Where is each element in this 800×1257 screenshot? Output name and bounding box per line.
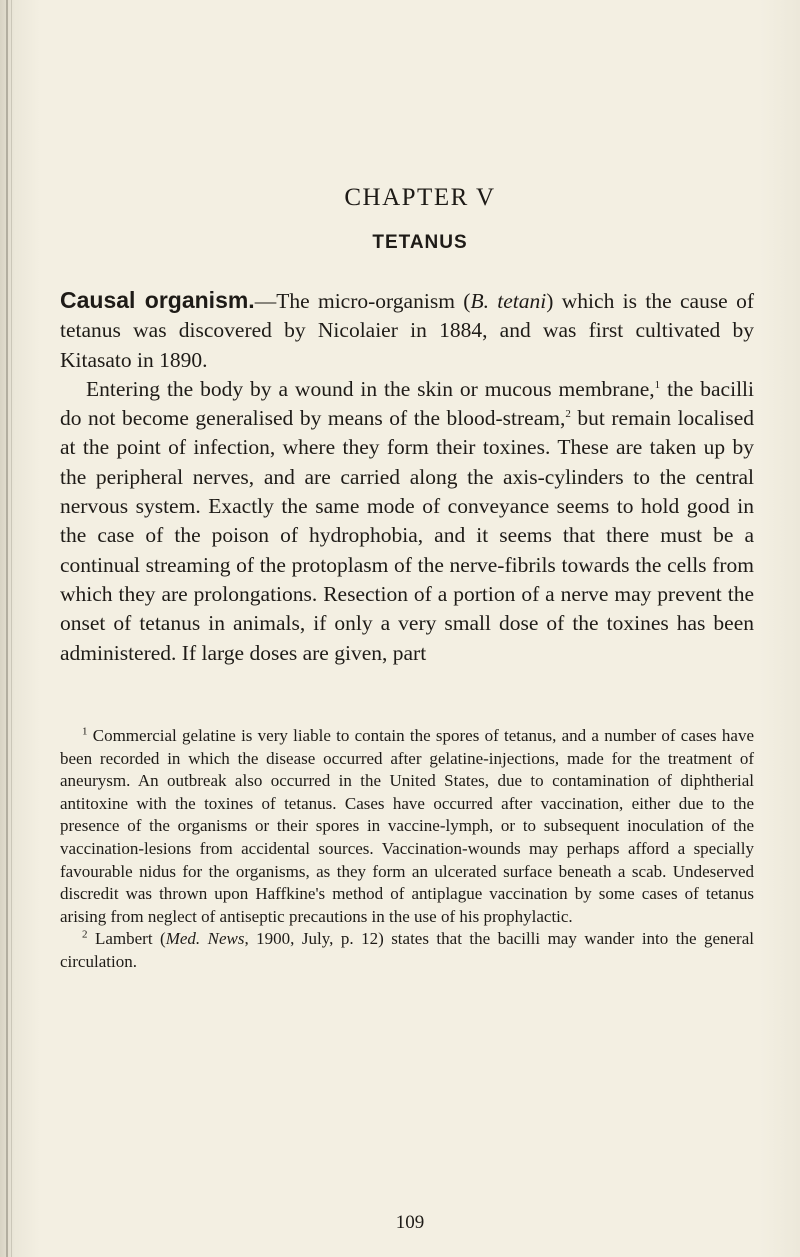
main-text xyxy=(60,286,754,668)
page-number: 109 xyxy=(395,1212,425,1233)
footnote-1-mark: 1 xyxy=(82,725,88,738)
chapter-heading: CHAPTER V xyxy=(344,184,496,211)
paragraph-2: Entering the body by a wound in the skin or mucous membrane,$^1$ the bacilli do not become generalised by means of the blood-stream,$^2$ but remain localised at the point of infection, where they form their toxines. These are taken up by the peripheral nerves, and are carried along the axis-cylinders to the central nervous system. Exactly the same mode of conveyance seems to hold good in the case of the poison of hydrophobia, and it seems that there must be a continual streaming of the protoplasm of the nerve-fibrils towards the cells from which they are prolongations. Resection of a portion of a nerve may prevent the onset of tetanus in animals, if only a very small dose of the toxines has been administered. If large doses are given, part xyxy=(60,376,754,665)
footnote-reference-1: 1 xyxy=(654,378,661,391)
chapter-title: TETANUS xyxy=(372,232,468,253)
footnotes xyxy=(60,725,754,974)
side-heading: Causal organism. xyxy=(60,287,255,313)
footnote-2: $^2$ Lambert (Med. News, 1900, July, p. 12) states that the bacilli may wander into the general circulation. xyxy=(60,928,754,971)
footnote-1: $^1$ Commercial gelatine is very liable to contain the spores of tetanus, and a number of cases have been recorded in which the disease occurred after gelatine-injections, made for the treatment of aneurysm. An outbreak also occurred in the United States, due to contamination of diphtherial antitoxine with the toxines of tetanus. Cases have occurred after vaccination, either due to the presence of the organisms or their spores in vaccine-lymph, or to subsequent inoculation of the vaccination-lesions from accidental sources. Vaccination-wounds may perhaps afford a specially favourable nidus for the organisms, as they form an ulcerated surface beneath a scab. Undeserved discredit was thrown upon Haffkine's method of antiplague vaccination by some cases of tetanus arising from neglect of antiseptic precautions in the use of his prophylactic. xyxy=(60,725,754,926)
paragraph-1: Causal organism.—The micro-organism (B. tetani) which is the cause of tetanus was discovered by Nicolaier in 1884, and was first cultivated by Kitasato in 1890. xyxy=(60,287,754,372)
footnote-2-mark: 2 xyxy=(82,928,88,941)
footnote-reference-2: 2 xyxy=(565,408,571,421)
